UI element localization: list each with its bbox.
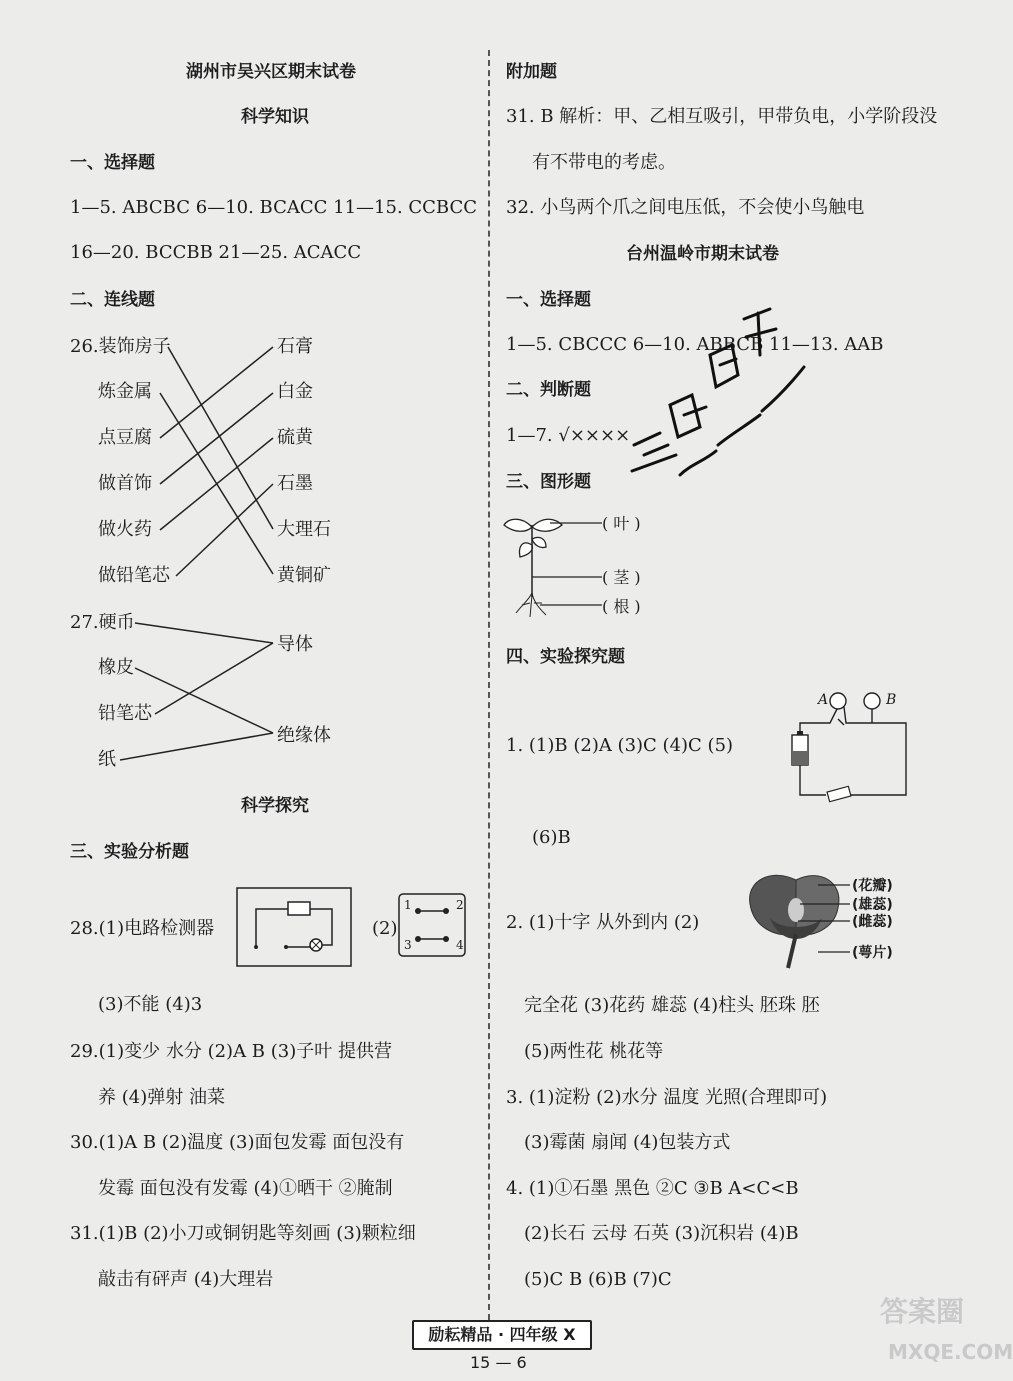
q26-left-5: 做火药: [98, 519, 152, 540]
q26-left-2: 炼金属: [98, 381, 152, 402]
flower-label-sepal: (萼片): [852, 945, 893, 961]
exp3-line2: (3)霉菌 扇闻 (4)包装方式: [524, 1132, 731, 1153]
circuit-label-a: A: [818, 692, 829, 708]
q26-right-1: 石膏: [277, 336, 313, 357]
exp4-line2: (2)长石 云母 石英 (3)沉积岩 (4)B: [524, 1223, 799, 1244]
left-title: 湖州市吴兴区期末试卷: [186, 62, 356, 82]
q27-left-4: 纸: [98, 749, 116, 770]
section-science-knowledge: 科学知识: [241, 107, 309, 127]
right-heading-extra: 附加题: [506, 62, 557, 82]
switch-box-num-1: 1: [404, 898, 412, 912]
q27-left-1: 27.硬币: [70, 612, 135, 633]
right-judge-line: 1—7. √××××: [506, 425, 631, 446]
q28-answer-3: (3)不能 (4)3: [98, 994, 203, 1015]
right-choice-line: 1—5. CBCCC 6—10. ABBCB 11—13. AAB: [506, 334, 884, 355]
section-science-inquiry: 科学探究: [241, 796, 309, 816]
right-heading-figure: 三、图形题: [506, 472, 591, 492]
switch-box-num-3: 3: [404, 938, 412, 952]
q31-line2: 敲击有砰声 (4)大理岩: [98, 1269, 274, 1290]
corner-watermark-url: MXQE.COM: [888, 1340, 1013, 1364]
q26-left-1: 26.装饰房子: [70, 336, 171, 357]
q28-answer-2-label: (2): [372, 918, 398, 939]
q28-answer-1: 28.(1)电路检测器: [70, 918, 215, 939]
exp1-line2: (6)B: [532, 827, 571, 848]
flower-label-pistil: (雌蕊): [852, 914, 893, 930]
corner-watermark-logo: 答案圈: [880, 1295, 965, 1328]
q27-left-2: 橡皮: [98, 657, 134, 678]
q30-line2: 发霉 面包没有发霉 (4)①晒干 ②腌制: [98, 1178, 393, 1199]
exp2-line3: (5)两性花 桃花等: [524, 1041, 664, 1062]
left-heading-choice: 一、选择题: [70, 153, 155, 173]
q30-line1: 30.(1)A B (2)温度 (3)面包发霉 面包没有: [70, 1132, 405, 1153]
exp2-line1: 2. (1)十字 从外到内 (2): [506, 912, 700, 933]
q26-right-5: 大理石: [277, 519, 331, 540]
q29-line1: 29.(1)变少 水分 (2)A B (3)子叶 提供营: [70, 1041, 392, 1062]
flower-label-stamen: (雄蕊): [852, 897, 893, 913]
page-number: 15 — 6: [470, 1353, 527, 1372]
q27-right-2: 绝缘体: [277, 725, 331, 746]
q27-left-3: 铅笔芯: [98, 703, 152, 724]
q26-left-6: 做铅笔芯: [98, 565, 170, 586]
right-heading-choice: 一、选择题: [506, 290, 591, 310]
left-heading-analysis: 三、实验分析题: [70, 842, 189, 862]
circuit-label-b: B: [886, 692, 897, 708]
left-choice-line1: 1—5. ABCBC 6—10. BCACC 11—15. CCBCC: [70, 197, 478, 218]
q26-right-3: 硫黄: [277, 427, 313, 448]
right-title: 台州温岭市期末试卷: [626, 244, 779, 264]
plant-label-root: ( 根 ): [602, 597, 641, 616]
q29-line2: 养 (4)弹射 油菜: [98, 1087, 225, 1108]
q27-right-1: 导体: [277, 634, 313, 655]
right-heading-judge: 二、判断题: [506, 380, 591, 400]
a31-line1: 31. B 解析：甲、乙相互吸引，甲带负电，小学阶段没: [506, 106, 938, 127]
plant-label-stem: ( 茎 ): [602, 568, 641, 587]
exp4-line3: (5)C B (6)B (7)C: [524, 1269, 672, 1290]
exp1-line1: 1. (1)B (2)A (3)C (4)C (5): [506, 735, 734, 756]
exp2-line2: 完全花 (3)花药 雄蕊 (4)柱头 胚珠 胚: [524, 995, 820, 1016]
q26-right-2: 白金: [277, 381, 313, 402]
left-heading-matching: 二、连线题: [70, 290, 155, 310]
q31-line1: 31.(1)B (2)小刀或铜钥匙等刻画 (3)颗粒细: [70, 1223, 416, 1244]
exp3-line1: 3. (1)淀粉 (2)水分 温度 光照(合理即可): [506, 1087, 828, 1108]
right-heading-experiment: 四、实验探究题: [506, 647, 625, 667]
switch-box-num-4: 4: [456, 938, 464, 952]
q26-left-3: 点豆腐: [98, 427, 152, 448]
switch-box-num-2: 2: [456, 898, 464, 912]
plant-label-leaf: ( 叶 ): [602, 514, 641, 533]
left-choice-line2: 16—20. BCCBB 21—25. ACACC: [70, 242, 362, 263]
footer-brand-box: 励耘精品 · 四年级 X: [412, 1320, 592, 1350]
handwritten-watermark: [620, 295, 810, 490]
a32-line: 32. 小鸟两个爪之间电压低，不会使小鸟触电: [506, 197, 865, 218]
flower-label-petal: (花瓣): [852, 878, 893, 894]
a31-line2: 有不带电的考虑。: [532, 152, 676, 173]
q26-right-4: 石墨: [277, 473, 313, 494]
q26-left-4: 做首饰: [98, 473, 152, 494]
exp4-line1: 4. (1)①石墨 黑色 ②C ③B A<C<B: [506, 1178, 799, 1199]
q26-right-6: 黄铜矿: [277, 565, 331, 586]
